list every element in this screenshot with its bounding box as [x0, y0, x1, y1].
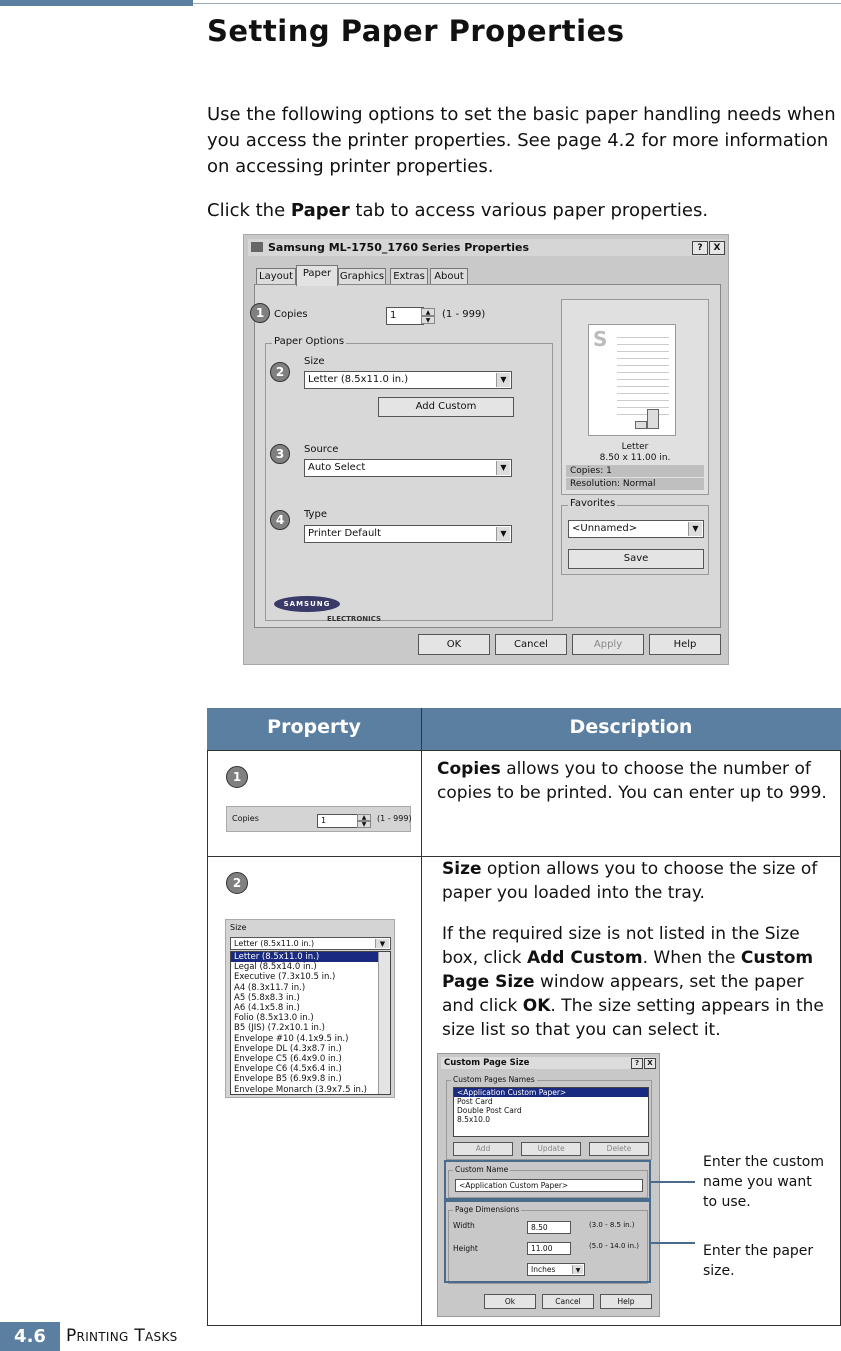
table-rule — [207, 750, 841, 751]
custom-dialog-title: Custom Page Size — [444, 1058, 530, 1068]
copies-label: Copies — [274, 309, 308, 320]
list-item: Envelope #10 (4.1x9.5 in.) — [234, 1033, 349, 1044]
click-instruction — [207, 198, 837, 224]
cancel-button[interactable]: Cancel — [495, 634, 567, 655]
row2-bold-size: Size — [442, 859, 482, 879]
row2-badge: 2 — [226, 872, 248, 894]
chapter-name — [66, 1326, 178, 1346]
type-value: Printer Default — [308, 528, 381, 539]
header-description: Description — [569, 716, 693, 738]
row2-description-1 — [442, 857, 834, 905]
row2-text-2g: . The size setting appears in the size list so that you can select it. — [442, 996, 824, 1040]
row2-bold-custom-page-size: Custom Page Size — [442, 948, 814, 992]
width-range: (3.0 - 8.5 in.) — [589, 1221, 635, 1229]
preview-letter: S — [593, 327, 608, 351]
preview-resolution: Resolution: Normal — [566, 478, 704, 490]
source-dropdown[interactable] — [304, 459, 512, 477]
click-suffix: tab to access various paper properties. — [349, 200, 709, 221]
row1-description — [437, 757, 832, 805]
orientation-small-icon — [635, 421, 647, 429]
list-item: Envelope Monarch (3.9x7.5 in.) — [234, 1084, 367, 1095]
copies-mini-control — [226, 806, 411, 832]
badge-4: 4 — [270, 510, 290, 530]
size-dropdown[interactable] — [304, 371, 512, 389]
row2-description-2 — [442, 922, 834, 1042]
copies-range: (1 - 999) — [442, 309, 486, 320]
table-rule — [421, 708, 422, 1326]
update-button: Update — [521, 1142, 581, 1156]
list-item: Letter (8.5x11.0 in.) — [231, 952, 390, 962]
page-title: Setting Paper Properties — [207, 14, 625, 48]
custom-name-highlight — [444, 1160, 651, 1200]
type-dropdown[interactable] — [304, 525, 512, 543]
list-item: Double Post Card — [457, 1106, 522, 1115]
mini-copies-range: (1 - 999) — [377, 814, 412, 823]
spin-down-icon: ▼ — [357, 821, 371, 828]
header-bar — [0, 0, 193, 6]
page-number: 4.6 — [0, 1322, 60, 1351]
preview-paper-dims: 8.50 x 11.00 in. — [599, 453, 671, 463]
chevron-down-icon: ▼ — [496, 527, 510, 541]
help-icon: ? — [631, 1058, 643, 1069]
apply-button[interactable]: Apply — [572, 634, 644, 655]
tab-paper[interactable]: Paper — [296, 265, 338, 286]
callout-paper-size: Enter the paper size. — [703, 1243, 814, 1279]
printer-icon — [251, 242, 263, 252]
samsung-logo: SAMSUNG — [274, 596, 340, 612]
list-item: B5 (JIS) (7.2x10.1 in.) — [234, 1023, 325, 1034]
row1-text: allows you to choose the number of copies to be printed. You can enter up to 999. — [437, 759, 827, 803]
close-icon: X — [644, 1058, 656, 1069]
tab-about[interactable]: About — [430, 268, 468, 285]
close-icon[interactable]: X — [709, 241, 725, 255]
favorites-label: Favorites — [570, 498, 616, 509]
custom-pages-group — [446, 1075, 652, 1160]
page-dimensions-label: Page Dimensions — [455, 1205, 520, 1214]
list-item: 8.5x10.0 — [457, 1115, 491, 1124]
page-preview — [588, 324, 676, 436]
printer-properties-dialog — [243, 234, 729, 665]
size-list — [230, 951, 391, 1095]
chevron-down-icon: ▼ — [496, 461, 510, 475]
chapter-text: Printing Tasks — [66, 1326, 178, 1346]
list-item: Folio (8.5x13.0 in.) — [234, 1013, 314, 1024]
chevron-down-icon: ▼ — [496, 373, 510, 387]
callout-line-size — [651, 1242, 695, 1244]
list-scrollbar — [378, 952, 390, 1094]
chevron-down-icon: ▼ — [688, 522, 702, 536]
list-item: <Application Custom Paper> — [454, 1088, 648, 1097]
preview-box — [561, 299, 709, 495]
intro-paragraph: Use the following options to set the basic paper handling needs when you access the printer properties. See page 4.2 for more information on accessing printer properties. — [207, 104, 836, 177]
tab-graphics[interactable]: Graphics — [338, 268, 386, 285]
row2-bold-ok: OK — [522, 996, 551, 1016]
type-label: Type — [304, 509, 327, 520]
favorites-value: <Unnamed> — [572, 523, 638, 534]
mini-copies-label: Copies — [232, 814, 259, 823]
ok-button[interactable]: OK — [418, 634, 490, 655]
spin-up-icon: ▲ — [357, 814, 371, 821]
table-header — [207, 708, 841, 750]
custom-pages-label: Custom Pages Names — [453, 1075, 535, 1084]
preview-copies: Copies: 1 — [566, 465, 704, 477]
preview-paper-name: Letter — [621, 442, 649, 452]
favorites-group — [561, 498, 709, 575]
add-custom-button[interactable]: Add Custom — [378, 397, 514, 417]
delete-button: Delete — [589, 1142, 649, 1156]
custom-name-label: Custom Name — [455, 1165, 509, 1174]
size-mini-control — [225, 919, 395, 1098]
dialog-titlebar — [248, 239, 724, 256]
list-item: Executive (7.3x10.5 in.) — [234, 972, 336, 983]
list-item: Envelope C6 (4.5x6.4 in.) — [234, 1064, 342, 1075]
orientation-icon — [647, 409, 659, 429]
paper-options-label: Paper Options — [274, 336, 345, 347]
favorites-dropdown[interactable] — [568, 520, 704, 538]
row2-text-2a: If the required size is not listed in the Size box, click — [442, 924, 800, 968]
list-item: Envelope B5 (6.9x9.8 in.) — [234, 1074, 342, 1085]
list-item: A4 (8.3x11.7 in.) — [234, 982, 306, 993]
height-label: Height — [453, 1244, 478, 1253]
table-rule — [207, 750, 208, 1326]
table-rule — [207, 1325, 841, 1326]
size-label: Size — [304, 356, 325, 367]
units-value: Inches — [531, 1265, 556, 1274]
row1-badge: 1 — [226, 766, 248, 788]
help-icon[interactable]: ? — [692, 241, 708, 255]
badge-1: 1 — [250, 303, 270, 323]
save-button[interactable]: Save — [568, 549, 704, 569]
height-range: (5.0 - 14.0 in.) — [589, 1242, 639, 1250]
header-property: Property — [267, 716, 361, 738]
row2-text-2c: . When the — [642, 948, 741, 968]
row2-text-2e: window appears, set the paper and click — [442, 972, 804, 1016]
paper-tab-ref: Paper — [290, 200, 350, 221]
paper-tab-panel — [254, 284, 721, 628]
mini-copies-input: 1 — [317, 814, 361, 828]
custom-pages-list — [453, 1087, 649, 1137]
width-input: 8.50 — [527, 1221, 571, 1234]
width-label: Width — [453, 1221, 475, 1230]
height-input: 11.00 — [527, 1242, 571, 1255]
list-item: Post Card — [457, 1097, 493, 1106]
callout-line-name — [651, 1181, 695, 1183]
source-value: Auto Select — [308, 462, 366, 473]
source-label: Source — [304, 444, 339, 455]
dialog-title: Samsung ML-1750_1760 Series Properties — [268, 241, 530, 254]
chevron-down-icon: ▼ — [375, 939, 389, 948]
samsung-electronics-text: ELECTRONICS — [327, 615, 382, 623]
chevron-down-icon: ▼ — [572, 1265, 583, 1274]
mini-size-value: Letter (8.5x11.0 in.) — [234, 939, 315, 948]
row1-bold: Copies — [437, 759, 501, 779]
copies-input[interactable]: 1 — [386, 307, 424, 325]
header-rule — [193, 3, 841, 4]
list-item: Envelope DL (4.3x8.7 in.) — [234, 1043, 342, 1054]
list-item: A5 (5.8x8.3 in.) — [234, 992, 300, 1003]
custom-cancel-button: Cancel — [542, 1294, 594, 1309]
list-item: A6 (4.1x5.8 in.) — [234, 1003, 300, 1014]
tab-extras[interactable]: Extras — [390, 268, 428, 285]
badge-3: 3 — [270, 444, 290, 464]
preview-lines — [617, 331, 669, 421]
tab-layout[interactable]: Layout — [256, 268, 296, 285]
spin-up-icon[interactable]: ▲ — [421, 308, 435, 316]
click-prefix: Click the — [207, 200, 291, 221]
custom-dialog-titlebar — [441, 1057, 656, 1069]
badge-2: 2 — [270, 362, 290, 382]
list-item: Envelope C5 (6.4x9.0 in.) — [234, 1054, 342, 1065]
custom-name-input: <Application Custom Paper> — [455, 1179, 643, 1192]
help-button[interactable]: Help — [649, 634, 721, 655]
list-item: Legal (8.5x14.0 in.) — [234, 962, 317, 973]
page-dimensions-highlight — [444, 1200, 651, 1283]
add-button: Add — [453, 1142, 513, 1156]
callout-custom-name: Enter the custom name you want to use. — [703, 1154, 825, 1210]
spin-down-icon[interactable]: ▼ — [421, 316, 435, 324]
custom-help-button: Help — [600, 1294, 652, 1309]
mini-size-label: Size — [230, 923, 247, 932]
paper-options-group — [265, 336, 553, 621]
mini-size-dropdown — [230, 937, 391, 950]
size-value: Letter (8.5x11.0 in.) — [308, 374, 409, 385]
row2-text-1: option allows you to choose the size of paper you loaded into the tray. — [442, 859, 818, 903]
custom-ok-button: Ok — [484, 1294, 536, 1309]
row2-bold-add-custom: Add Custom — [526, 948, 643, 968]
